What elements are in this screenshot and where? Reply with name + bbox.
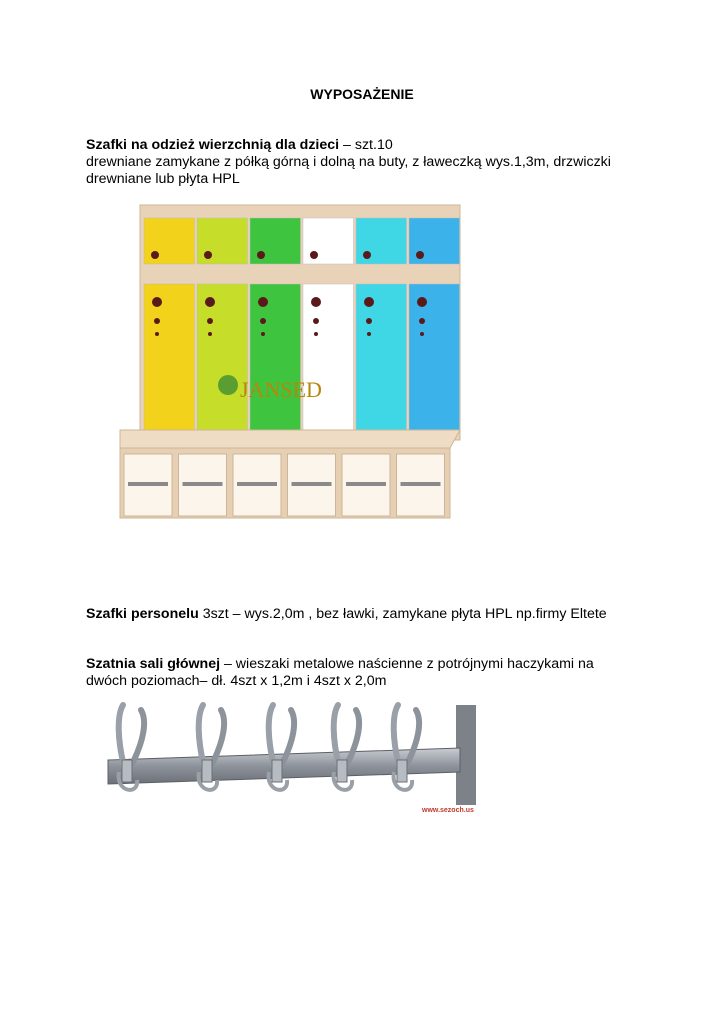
section-quantity: – szt.10 bbox=[339, 137, 393, 153]
page-title: WYPOSAŻENIE bbox=[310, 86, 414, 102]
shoe-rail bbox=[128, 482, 168, 486]
door-hole bbox=[364, 297, 374, 307]
hook-clamp bbox=[272, 760, 282, 782]
lower-door bbox=[144, 284, 195, 432]
section-heading: Szatnia sali głównej bbox=[86, 656, 221, 672]
door-hole bbox=[151, 251, 159, 259]
door-hole bbox=[152, 297, 162, 307]
door-hole bbox=[204, 251, 212, 259]
lower-door bbox=[303, 284, 354, 432]
lower-door bbox=[409, 284, 460, 432]
hook-clamp bbox=[202, 760, 212, 782]
section-description: – wieszaki metalowe naścienne z potrójnymi haczykami na bbox=[220, 656, 594, 672]
section-staff-lockers bbox=[86, 606, 646, 623]
door-hole bbox=[261, 332, 265, 336]
section-description: 3szt – wys.2,0m , bez ławki, zamykane płyta HPL np.firmy Eltete bbox=[198, 606, 607, 622]
door-hole bbox=[366, 318, 372, 324]
lockers-product-image bbox=[110, 200, 480, 580]
door-hole bbox=[314, 332, 318, 336]
door-hole bbox=[154, 318, 160, 324]
lower-door bbox=[356, 284, 407, 432]
description-line: drewniane zamykane z półką górną i dolną na buty, z ławeczką wys.1,3m, drzwiczki bbox=[86, 154, 611, 170]
door-hole bbox=[258, 297, 268, 307]
logo-tree-icon bbox=[218, 375, 238, 395]
upper-door bbox=[197, 218, 248, 264]
shoe-rail bbox=[237, 482, 277, 486]
lockers-illustration bbox=[110, 200, 480, 580]
upper-door bbox=[356, 218, 407, 264]
section-main-cloakroom bbox=[86, 656, 646, 690]
hook-clamp bbox=[122, 760, 132, 782]
shoe-rail bbox=[183, 482, 223, 486]
coat-rack-illustration bbox=[100, 700, 490, 820]
section-heading: Szafki na odzież wierzchnią dla dzieci bbox=[86, 137, 340, 153]
door-hole bbox=[367, 332, 371, 336]
section-heading: Szafki personelu bbox=[86, 606, 199, 622]
hook-clamp bbox=[397, 760, 407, 782]
door-hole bbox=[420, 332, 424, 336]
door-hole bbox=[208, 332, 212, 336]
door-hole bbox=[313, 318, 319, 324]
door-hole bbox=[311, 297, 321, 307]
coat-hooks-product-image bbox=[100, 700, 490, 820]
description-line: dwóch poziomach– dł. 4szt x 1,2m i 4szt x 2,0m bbox=[86, 673, 387, 689]
lower-door bbox=[250, 284, 301, 432]
door-hole bbox=[419, 318, 425, 324]
door-hole bbox=[260, 318, 266, 324]
lower-door bbox=[197, 284, 248, 432]
hook-clamp bbox=[337, 760, 347, 782]
section-heading-line bbox=[86, 137, 646, 154]
bench-top bbox=[120, 430, 460, 448]
door-hole bbox=[310, 251, 318, 259]
section-children-lockers bbox=[86, 137, 646, 188]
shoe-rail bbox=[401, 482, 441, 486]
door-hole bbox=[207, 318, 213, 324]
door-hole bbox=[417, 297, 427, 307]
door-hole bbox=[155, 332, 159, 336]
description-line: drewniane lub płyta HPL bbox=[86, 171, 240, 187]
upper-door bbox=[144, 218, 195, 264]
watermark-logo: JANSED bbox=[240, 377, 322, 402]
watermark-url: www.sezoch.us bbox=[422, 807, 474, 814]
door-hole bbox=[205, 297, 215, 307]
upper-door bbox=[303, 218, 354, 264]
shoe-rail bbox=[292, 482, 332, 486]
shoe-rail bbox=[346, 482, 386, 486]
door-hole bbox=[257, 251, 265, 259]
door-hole bbox=[363, 251, 371, 259]
upper-door bbox=[250, 218, 301, 264]
door-hole bbox=[416, 251, 424, 259]
upper-door bbox=[409, 218, 460, 264]
